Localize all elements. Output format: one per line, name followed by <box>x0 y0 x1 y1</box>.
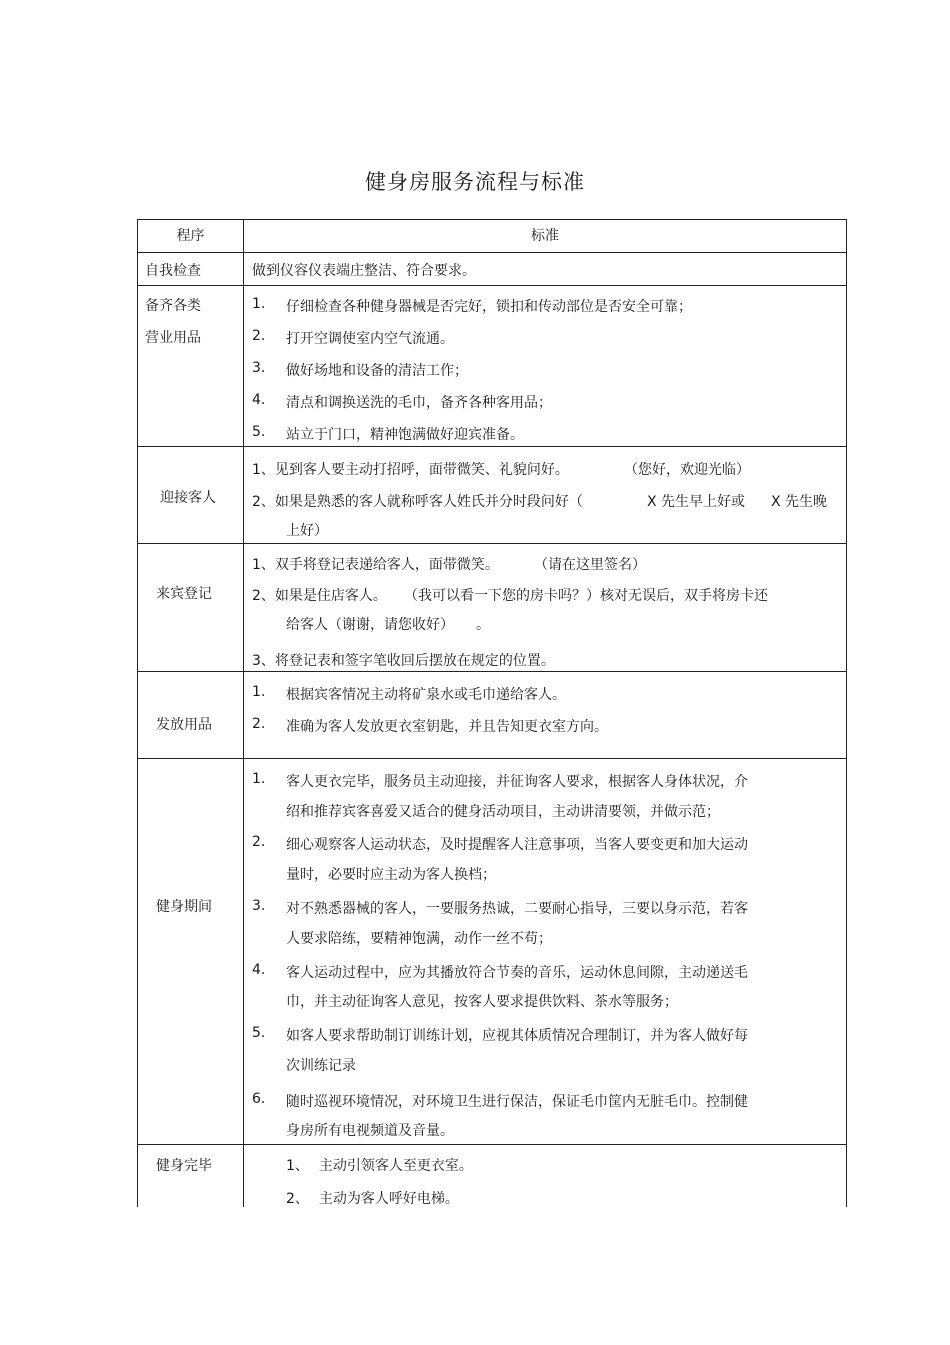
row-content: 1. 客人更衣完毕，服务员主动迎接，并征询客人要求，根据客人身体状况，介 绍和推荐宾客喜爱又适合的健身活动项目，主动讲清要领，并做示范； 2. 细心观察客人运动状态，及时提醒客人注意事项，当客人要变更和加大运动 量时，必要时应主动为客人换档； 3. 对不熟悉器械的客人，一要服务热诚，二要耐心指导，三要以身示范，若客 人要求陪练，要精神饱满，动作一丝不苟； 4. 客人运动过程中，应为其播放符合节奏的音乐，运动休息间隙，主动递送毛 巾，并主动征询客人意见，按客人要求提供饮料、茶水等服务； 5. 如客人要求帮助制订训练计划，应视其体质情况合理制订，并为客人做好每 次训练记录 6. 随时巡视环境情况，对环境卫生进行保洁，保证毛巾筐内无脏毛巾。控制健 身房所有电视频道及音量。 <box>252 771 748 1139</box>
table-row-greet <box>138 447 846 544</box>
prepare-label-1: 备齐各类 <box>145 298 201 314</box>
distribute-label: 发放用品 <box>156 717 212 733</box>
register-label: 来宾登记 <box>156 586 212 602</box>
during-label: 健身期间 <box>156 899 212 915</box>
register-line-4: 3、将登记表和签字笔收回后摆放在规定的位置。 <box>252 653 555 669</box>
greet-line-2b: X 先生早上好或 <box>647 494 746 510</box>
row-content: 1. 根据宾客情况主动将矿泉水或毛巾递给客人。 2. 准确为客人发放更衣室钥匙，并且告知更衣室方向。 <box>252 684 608 735</box>
list-item-cont: 人要求陪练，要精神饱满，动作一丝不苟； <box>286 931 552 947</box>
register-line-3-end: 。 <box>476 617 490 633</box>
page-title: 健身房服务流程与标准 <box>365 170 585 194</box>
row-label <box>138 286 244 446</box>
table-row-register <box>138 544 846 672</box>
table-row-during <box>138 759 846 1145</box>
prepare-label-2: 营业用品 <box>145 330 201 346</box>
register-line-1: 1、双手将登记表递给客人，面带微笑。 <box>252 557 499 573</box>
finish-label: 健身完毕 <box>156 1158 212 1174</box>
row-label <box>138 544 244 671</box>
table-row-prepare <box>138 286 846 447</box>
list-item-cont: 身房所有电视频道及音量。 <box>286 1123 454 1139</box>
list-item-cont: 绍和推荐宾客喜爱又适合的健身活动项目，主动讲清要领，并做示范； <box>286 804 720 820</box>
self-check-text: 做到仪容仪表端庄整洁、符合要求。 <box>252 263 476 279</box>
greet-line-2c: X 先生晚 <box>771 494 828 510</box>
register-line-2b: （我可以看一下您的房卡吗？）核对无误后，双手将房卡还 <box>404 588 768 604</box>
list-item: 2、 主动为客人呼好电梯。 <box>286 1191 459 1207</box>
list-item-cont: 次训练记录 <box>286 1058 356 1074</box>
list-item-cont: 量时，必要时应主动为客人换档； <box>286 867 496 883</box>
greet-line-1: 1、见到客人要主动打招呼，面带微笑、礼貌问好。 <box>252 462 569 478</box>
row-content <box>244 447 846 543</box>
register-line-3: 给客人（谢谢，请您收好） <box>286 617 454 633</box>
row-label <box>138 1145 244 1207</box>
self-check-label: 自我检查 <box>145 263 201 279</box>
greet-line-2a: 2、如果是熟悉的客人就称呼客人姓氏并分时段问好（ <box>252 494 583 510</box>
greet-line-1-quote: （您好，欢迎光临） <box>624 462 750 478</box>
table-header-row <box>138 220 846 253</box>
row-label <box>138 759 244 1144</box>
row-content <box>244 544 846 671</box>
register-line-1-quote: （请在这里签名） <box>534 557 646 573</box>
table-row-finish <box>138 1145 846 1207</box>
row-content: 1. 仔细检查各种健身器械是否完好，锁扣和传动部位是否安全可靠； 2. 打开空调使室内空气流通。 3. 做好场地和设备的清洁工作； 4. 清点和调换送洗的毛巾，备齐各种客用品； 5. 站立于门口，精神饱满做好迎宾准备。 <box>252 296 692 443</box>
greet-label: 迎接客人 <box>160 490 216 506</box>
list-item-cont: 巾，并主动征询客人意见，按客人要求提供饮料、茶水等服务； <box>286 994 678 1010</box>
row-content <box>244 253 846 285</box>
row-label <box>138 447 244 543</box>
list-item: 1、 主动引领客人至更衣室。 <box>286 1158 473 1174</box>
service-standards-table <box>137 219 847 1207</box>
row-label <box>138 672 244 758</box>
table-row-self-check <box>138 253 846 286</box>
row-label <box>138 253 244 285</box>
table-row-distribute <box>138 672 846 759</box>
header-standard: 标准 <box>531 228 559 244</box>
header-procedure: 程序 <box>138 220 244 252</box>
register-line-2a: 2、如果是住店客人。 <box>252 588 387 604</box>
row-content <box>244 1145 846 1207</box>
greet-line-3: 上好） <box>286 523 328 539</box>
